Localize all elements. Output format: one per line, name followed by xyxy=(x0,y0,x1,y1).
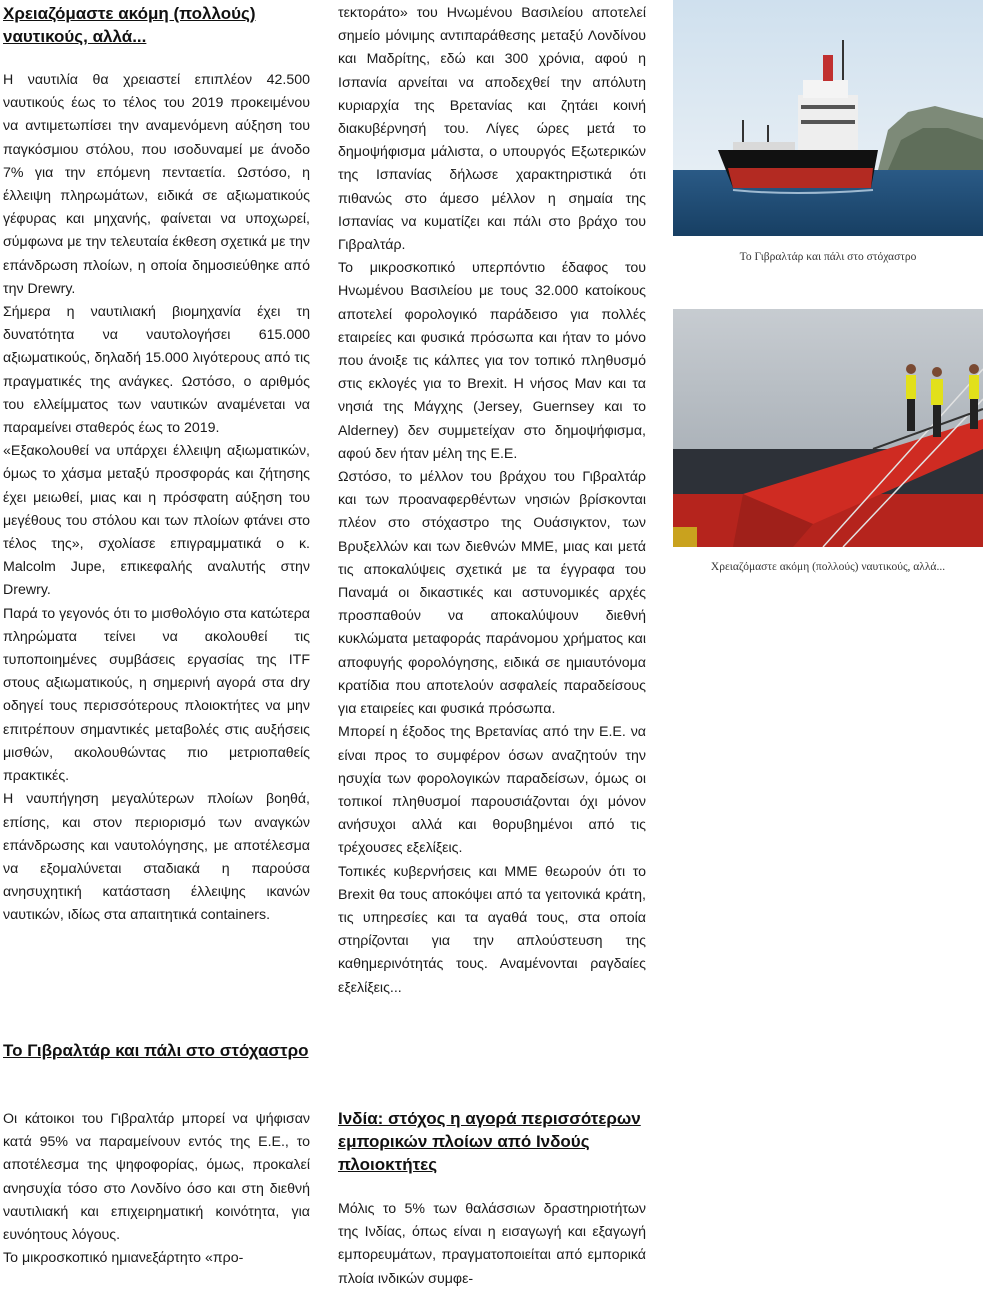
paragraph: Το μικροσκοπικό ημιανεξάρτητο «προ- xyxy=(3,1250,244,1267)
photo-tanker-gibraltar xyxy=(673,0,983,236)
paragraph: «Εξακολουθεί να υπάρχει έλλειψη αξιωματικών, όμως το χάσμα μεταξύ προσφοράς και ζήτησης έχει μειωθεί, μιας και η πρόσφατη αύξηση του μεγέθους του στόλου και των πλοίων φτάνει στο τέλος της», σχολίασε επιγραμματικά ο κ. Malcolm Jupe, επικεφαλής αναλυτής στην Drewry. xyxy=(3,443,310,599)
ship-ramp-illustration xyxy=(673,309,983,547)
photo-ship-ramp-crew xyxy=(673,309,983,547)
section-heading-india: Ινδία: στόχος η αγορά περισσότερων εμπορικών πλοίων από Ινδούς πλοιοκτήτες xyxy=(338,1109,641,1174)
article-body-seafarers xyxy=(3,69,310,928)
paragraph: Η ναυτιλία θα χρειαστεί επιπλέον 42.500 ναυτικούς έως το τέλος του 2019 προκειμένου να αντιμετωπίσει την αναμενόμενη αύξηση του παγκόσμιου στόλου, που ισοδυναμεί με άνοδο 7% για την επόμενη πενταετία. Ωστόσο, η έλλειψη πληρωμάτων, ειδικά σε αξιωματικούς γέφυρας και μηχανής, φαίνεται να υποχωρεί, σύμφωνα με την τελευταία έκθεση σχετικά με την επάνδρωση πλοίων, η οποία δημοσιεύθηκε από την Drewry. xyxy=(3,72,310,297)
paragraph: Μπορεί η έξοδος της Βρετανίας από την Ε.Ε. να είναι προς το συμφέρον όσων αναζητούν την ησυχία των φορολογικών παραδείσων, όμως οι τοπικοί πληθυσμοί παρουσιάζονται όχι μόνον ανήσυχοι αλλά και θορυβημένοι από τις τρέχουσες εξελίξεις. xyxy=(338,724,646,857)
section-heading-seafarers: Χρειαζόμαστε ακόμη (πολλούς) ναυτικούς, αλλά... xyxy=(3,4,256,46)
paragraph: Τοπικές κυβερνήσεις και ΜΜΕ θεωρούν ότι το Brexit θα τους αποκόψει από τα γειτονικά κράτη, τις υπηρεσίες και τα αγαθά τους, στα οποία στηρίζονται για την απλούστευση της καθημερινότητάς τους. Αναμένονται ραγδαίες εξελίξεις... xyxy=(338,863,646,996)
paragraph: Παρά το γεγονός ότι το μισθολόγιο στα κατώτερα πληρώματα τείνει να ακολουθεί τις τυποποιημένες συμβάσεις εργασίας της ITF στους αξιωματικούς, η σημερινή αγορά στα dry οδηγεί τους περισσότερους πλοιοκτήτες να μην επιτρέπουν σημαντικές μεταβολές στις αυξήσεις μισθών, ακολουθώντας πιο μετριοπαθείς πρακτικές. xyxy=(3,605,310,785)
photo-caption-seafarers: Χρειαζόμαστε ακόμη (πολλούς) ναυτικούς, αλλά... xyxy=(710,561,946,573)
paragraph: Οι κάτοικοι του Γιβραλτάρ μπορεί να ψήφισαν κατά 95% να παραμείνουν εντός της Ε.Ε., το αποτέλεσμα της ψηφοφορίας, όμως, προκαλεί ανησυχία τόσο στο Λονδίνο όσο και στη διεθνή ναυτιλιακή και επιχειρηματική κοινότητα, για ευνόητους λόγους. xyxy=(3,1111,310,1244)
section-heading-gibraltar: Το Γιβραλτάρ και πάλι στο στόχαστρο xyxy=(3,1041,309,1060)
paragraph: Ωστόσο, το μέλλον του βράχου του Γιβραλτάρ και των προαναφερθέντων νησιών βρίσκονται πλέον στο στόχαστρο της Ουάσιγκτον, των Βρυξελλών και των διεθνών ΜΜΕ, μιας και μετά τις αποκαλύψεις σχετικά με τα έγγραφα του Παναμά οι δικαστικές και αστυνομικές αρχές προσπαθούν να αποκαλύψουν διεθνή κυκλώματα μεταφοράς παράνομου χρήματος και αποφυγής φορολόγησης, ειδικά σε ημιαυτόνομα κρατίδια που αποτελούν ασφαλείς παραδείσους για εταιρείες και φυσικά πρόσωπα. xyxy=(338,469,646,718)
paragraph: Το μικροσκοπικό υπερπόντιο έδαφος του Ηνωμένου Βασιλείου με τους 32.000 κατοίκους αποτελεί φορολογικό παράδεισο για πολλές εταιρείες και φυσικά πρόσωπα και ήταν το μόνο που άνοιξε τις κάλπες για τον τοπικό πληθυσμό στις εκλογές για το Brexit. Η νήσος Μαν και τα νησιά της Μάγχης (Jersey, Guernsey και το Alderney) δεν συμμετείχαν στο δημοψήφισμα, αφού δεν ήταν μέλη της Ε.Ε. xyxy=(338,260,646,462)
tanker-ship-illustration xyxy=(673,0,983,236)
photo-caption-gibraltar: Το Γιβραλτάρ και πάλι στο στόχαστρο xyxy=(739,251,917,263)
paragraph: Μόλις το 5% των θαλάσσιων δραστηριοτήτων της Ινδίας, όπως είναι η εισαγωγή και εξαγωγή εμπορευμάτων, πραγματοποιείται από εμπορικά πλοία ινδικών συμφε- xyxy=(338,1201,646,1287)
paragraph: Σήμερα η ναυτιλιακή βιομηχανία έχει τη δυνατότητα να ναυτολογήσει 615.000 αξιωματικούς, δηλαδή 15.000 λιγότερους από τις πραγματικές της ανάγκες. Ωστόσο, ο αριθμός του ελλείμματος των ναυτικών αναμένεται να παραμείνει σταθερός έως το 2019. xyxy=(3,304,310,437)
paragraph: τεκτοράτο» του Ηνωμένου Βασιλείου αποτελεί σημείο μόνιμης αντιπαράθεσης μεταξύ Λονδίνου και Μαδρίτης, εδώ και 300 χρόνια, αφού η Ισπανία αρνείται να αποδεχθεί την απόλυτη κυριαρχία της Βρετανίας και ζητάει κοινή διακυβέρνησή του. Λίγες ώρες μετά το δημοψήφισμα μάλιστα, ο υπουργός Εξωτερικών της Ισπανίας δήλωσε χαρακτηριστικά ότι πιθανώς στο άμεσο μέλλον η σημαία της Ισπανίας να κυματίζει και πάλι στο βράχο του Γιβραλτάρ. xyxy=(338,5,646,254)
article-body-india xyxy=(338,1198,646,1291)
paragraph: Η ναυπήγηση μεγαλύτερων πλοίων βοηθά, επίσης, και στον περιορισμό των αναγκών επάνδρωσης και ναυτολόγησης, με αποτέλεσμα να εξομαλύνεται σταδιακά η παρούσα ανησυχητική κατάσταση έλλειψης ικανών ναυτικών, ιδίως στα απαιτητικά containers. xyxy=(3,791,310,924)
article-body-gibraltar xyxy=(3,1108,310,1270)
article-body-gibraltar-continued xyxy=(338,2,646,1000)
